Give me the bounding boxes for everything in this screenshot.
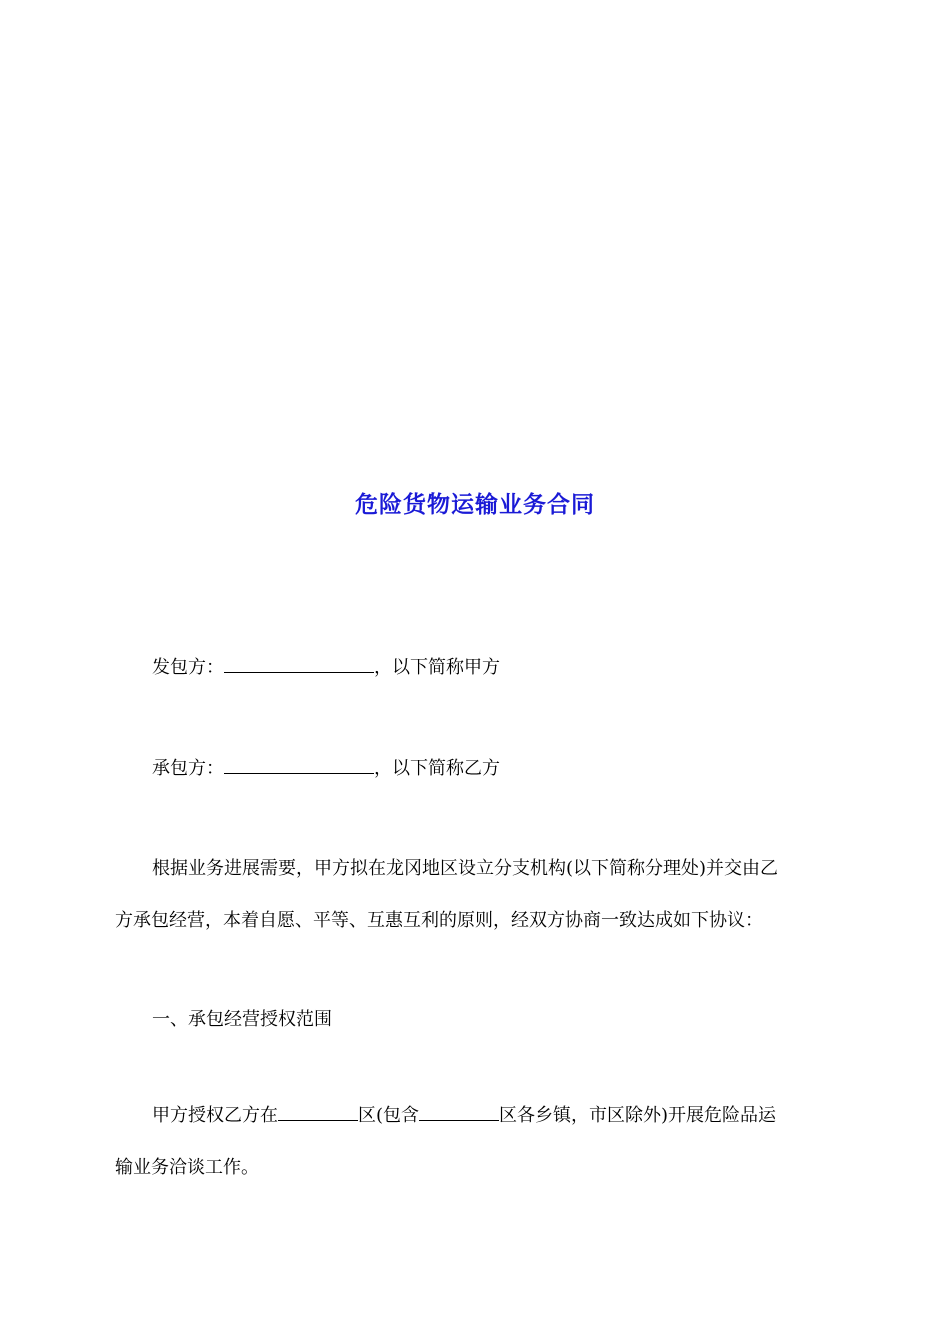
document-title: 危险货物运输业务合同: [355, 492, 595, 518]
district-blank-1: [278, 1104, 358, 1121]
party-b-blank: [224, 757, 374, 774]
section-1-text-part-1: 甲方授权乙方在: [152, 1105, 278, 1126]
section-1-text-line-2: 输业务洽谈工作。: [115, 1157, 259, 1178]
district-blank-2: [419, 1104, 499, 1121]
party-a-label: 发包方：: [152, 657, 224, 678]
section-1-text-part-2: 区(包含: [358, 1105, 420, 1126]
party-b-label: 承包方：: [152, 758, 224, 779]
intro-line-1: 根据业务进展需要，甲方拟在龙冈地区设立分支机构(以下简称分理处)并交由乙: [152, 858, 779, 879]
party-a-suffix: ，以下简称甲方: [374, 657, 500, 678]
party-b-suffix: ，以下简称乙方: [374, 758, 500, 779]
section-1-text-part-3: 区各乡镇，市区除外)开展危险品运: [499, 1105, 777, 1126]
party-a-blank: [224, 656, 374, 673]
section-1-heading: 一、承包经营授权范围: [152, 1009, 332, 1030]
intro-line-2: 方承包经营，本着自愿、平等、互惠互利的原则，经双方协商一致达成如下协议：: [115, 910, 763, 931]
party-b-line: [115, 743, 877, 795]
section-1-text-line-1: [115, 1090, 877, 1142]
party-a-line: [115, 642, 877, 694]
